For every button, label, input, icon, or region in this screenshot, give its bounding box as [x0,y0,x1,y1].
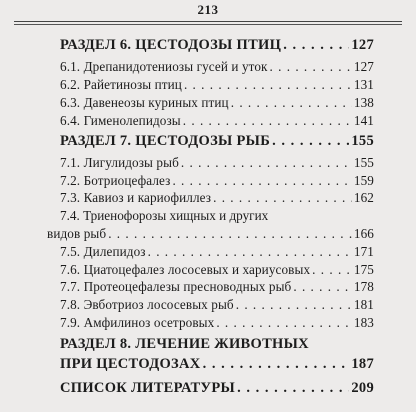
toc-item-title: 7.6. Циатоцефалез лососевых и хариусовых [60,262,311,277]
toc-leader-dots [272,133,349,150]
toc-leader-dots [270,59,352,75]
toc-leader-dots [293,279,352,295]
toc-leader-dots [184,77,352,93]
toc-item-title: 7.5. Дилепидоз [60,244,146,259]
toc-section-7 [60,133,374,150]
toc-page-number: 131 [353,77,374,92]
toc-leader-dots [172,173,351,189]
toc-item-title: 7.1. Лигулидозы рыб [60,155,179,170]
toc-leader-dots [231,95,352,111]
toc-section-title: СПИСОК ЛИТЕРАТУРЫ [60,380,236,396]
toc-item-7-6 [60,262,374,278]
toc-page-number: 155 [351,133,374,149]
toc-item-title: 7.9. Амфилиноз осетровых [60,315,215,330]
toc-item-title: 6.1. Дрепанидотениозы гусей и уток [60,59,268,74]
toc-leader-dots [108,226,352,242]
toc-item-continuation: видов рыб [47,226,107,241]
toc-page-number: 138 [353,95,374,110]
toc-item-7-4-line1: 7.4. Триенофорозы хищных и других [60,208,269,223]
toc-leader-dots [213,190,352,206]
toc-section-8-line1: РАЗДЕЛ 8. ЛЕЧЕНИЕ ЖИВОТНЫХ [60,336,309,352]
page-number: 213 [197,2,219,17]
toc-section-title: РАЗДЕЛ 7. ЦЕСТОДОЗЫ РЫБ [60,133,271,149]
toc-leader-dots [312,262,352,278]
toc-item-title: 7.3. Кавиоз и кариофиллез [60,190,212,205]
toc-page-number: 187 [351,356,374,372]
toc-leader-dots [283,37,349,54]
toc-section-8 [60,356,374,373]
toc-item-7-7 [60,279,374,295]
toc-item-7-9 [60,315,374,331]
header-rule [14,21,402,22]
toc-leader-dots [237,380,349,397]
toc-item-title: 7.8. Эвботриоз лососевых рыб [60,297,234,312]
toc-section-title: РАЗДЕЛ 6. ЦЕСТОДОЗЫ ПТИЦ [60,37,282,53]
toc-page-number: 141 [353,113,374,128]
toc-item-title: 7.7. Протеоцефалезы пресноводных рыб [60,279,292,294]
toc-item-6-4 [60,113,374,129]
toc-page-number: 183 [353,315,374,330]
toc-page-number: 175 [353,262,374,277]
toc-item-title: 6.3. Давенеозы куриных птиц [60,95,229,110]
toc-section-6 [60,37,374,54]
toc-item-7-4 [47,226,374,242]
toc-page-number: 166 [353,226,374,241]
toc-item-7-2 [60,173,374,189]
toc-item-7-8 [60,297,374,313]
toc-leader-dots [203,356,350,373]
toc-item-title: 6.4. Гименолепидозы [60,113,181,128]
toc-page-number: 171 [353,244,374,259]
toc-leader-dots [183,113,352,129]
toc-item-title: 7.2. Ботриоцефалез [60,173,171,188]
toc-page-number: 127 [351,37,374,53]
toc-bibliography [60,380,374,397]
toc-section-continuation: ПРИ ЦЕСТОДОЗАХ [60,356,201,372]
toc-leader-dots [216,315,352,331]
toc-item-7-5 [60,244,374,260]
toc-item-title: 6.2. Райетинозы птиц [60,77,182,92]
toc-leader-dots [148,244,352,260]
toc-item-7-1 [60,155,374,171]
toc-page-number: 209 [351,380,374,396]
toc-page-number: 159 [353,173,374,188]
toc-leader-dots [236,297,352,313]
toc-page-number: 155 [353,155,374,170]
toc-item-6-2 [60,77,374,93]
toc-item-6-3 [60,95,374,111]
toc-leader-dots [181,155,352,171]
header-rule-thin [14,24,402,25]
toc-page-number: 178 [353,279,374,294]
toc-item-7-3 [60,190,374,206]
toc-page-number: 181 [353,297,374,312]
toc-page-number: 162 [353,190,374,205]
toc-page-number: 127 [353,59,374,74]
toc-item-6-1 [60,59,374,75]
